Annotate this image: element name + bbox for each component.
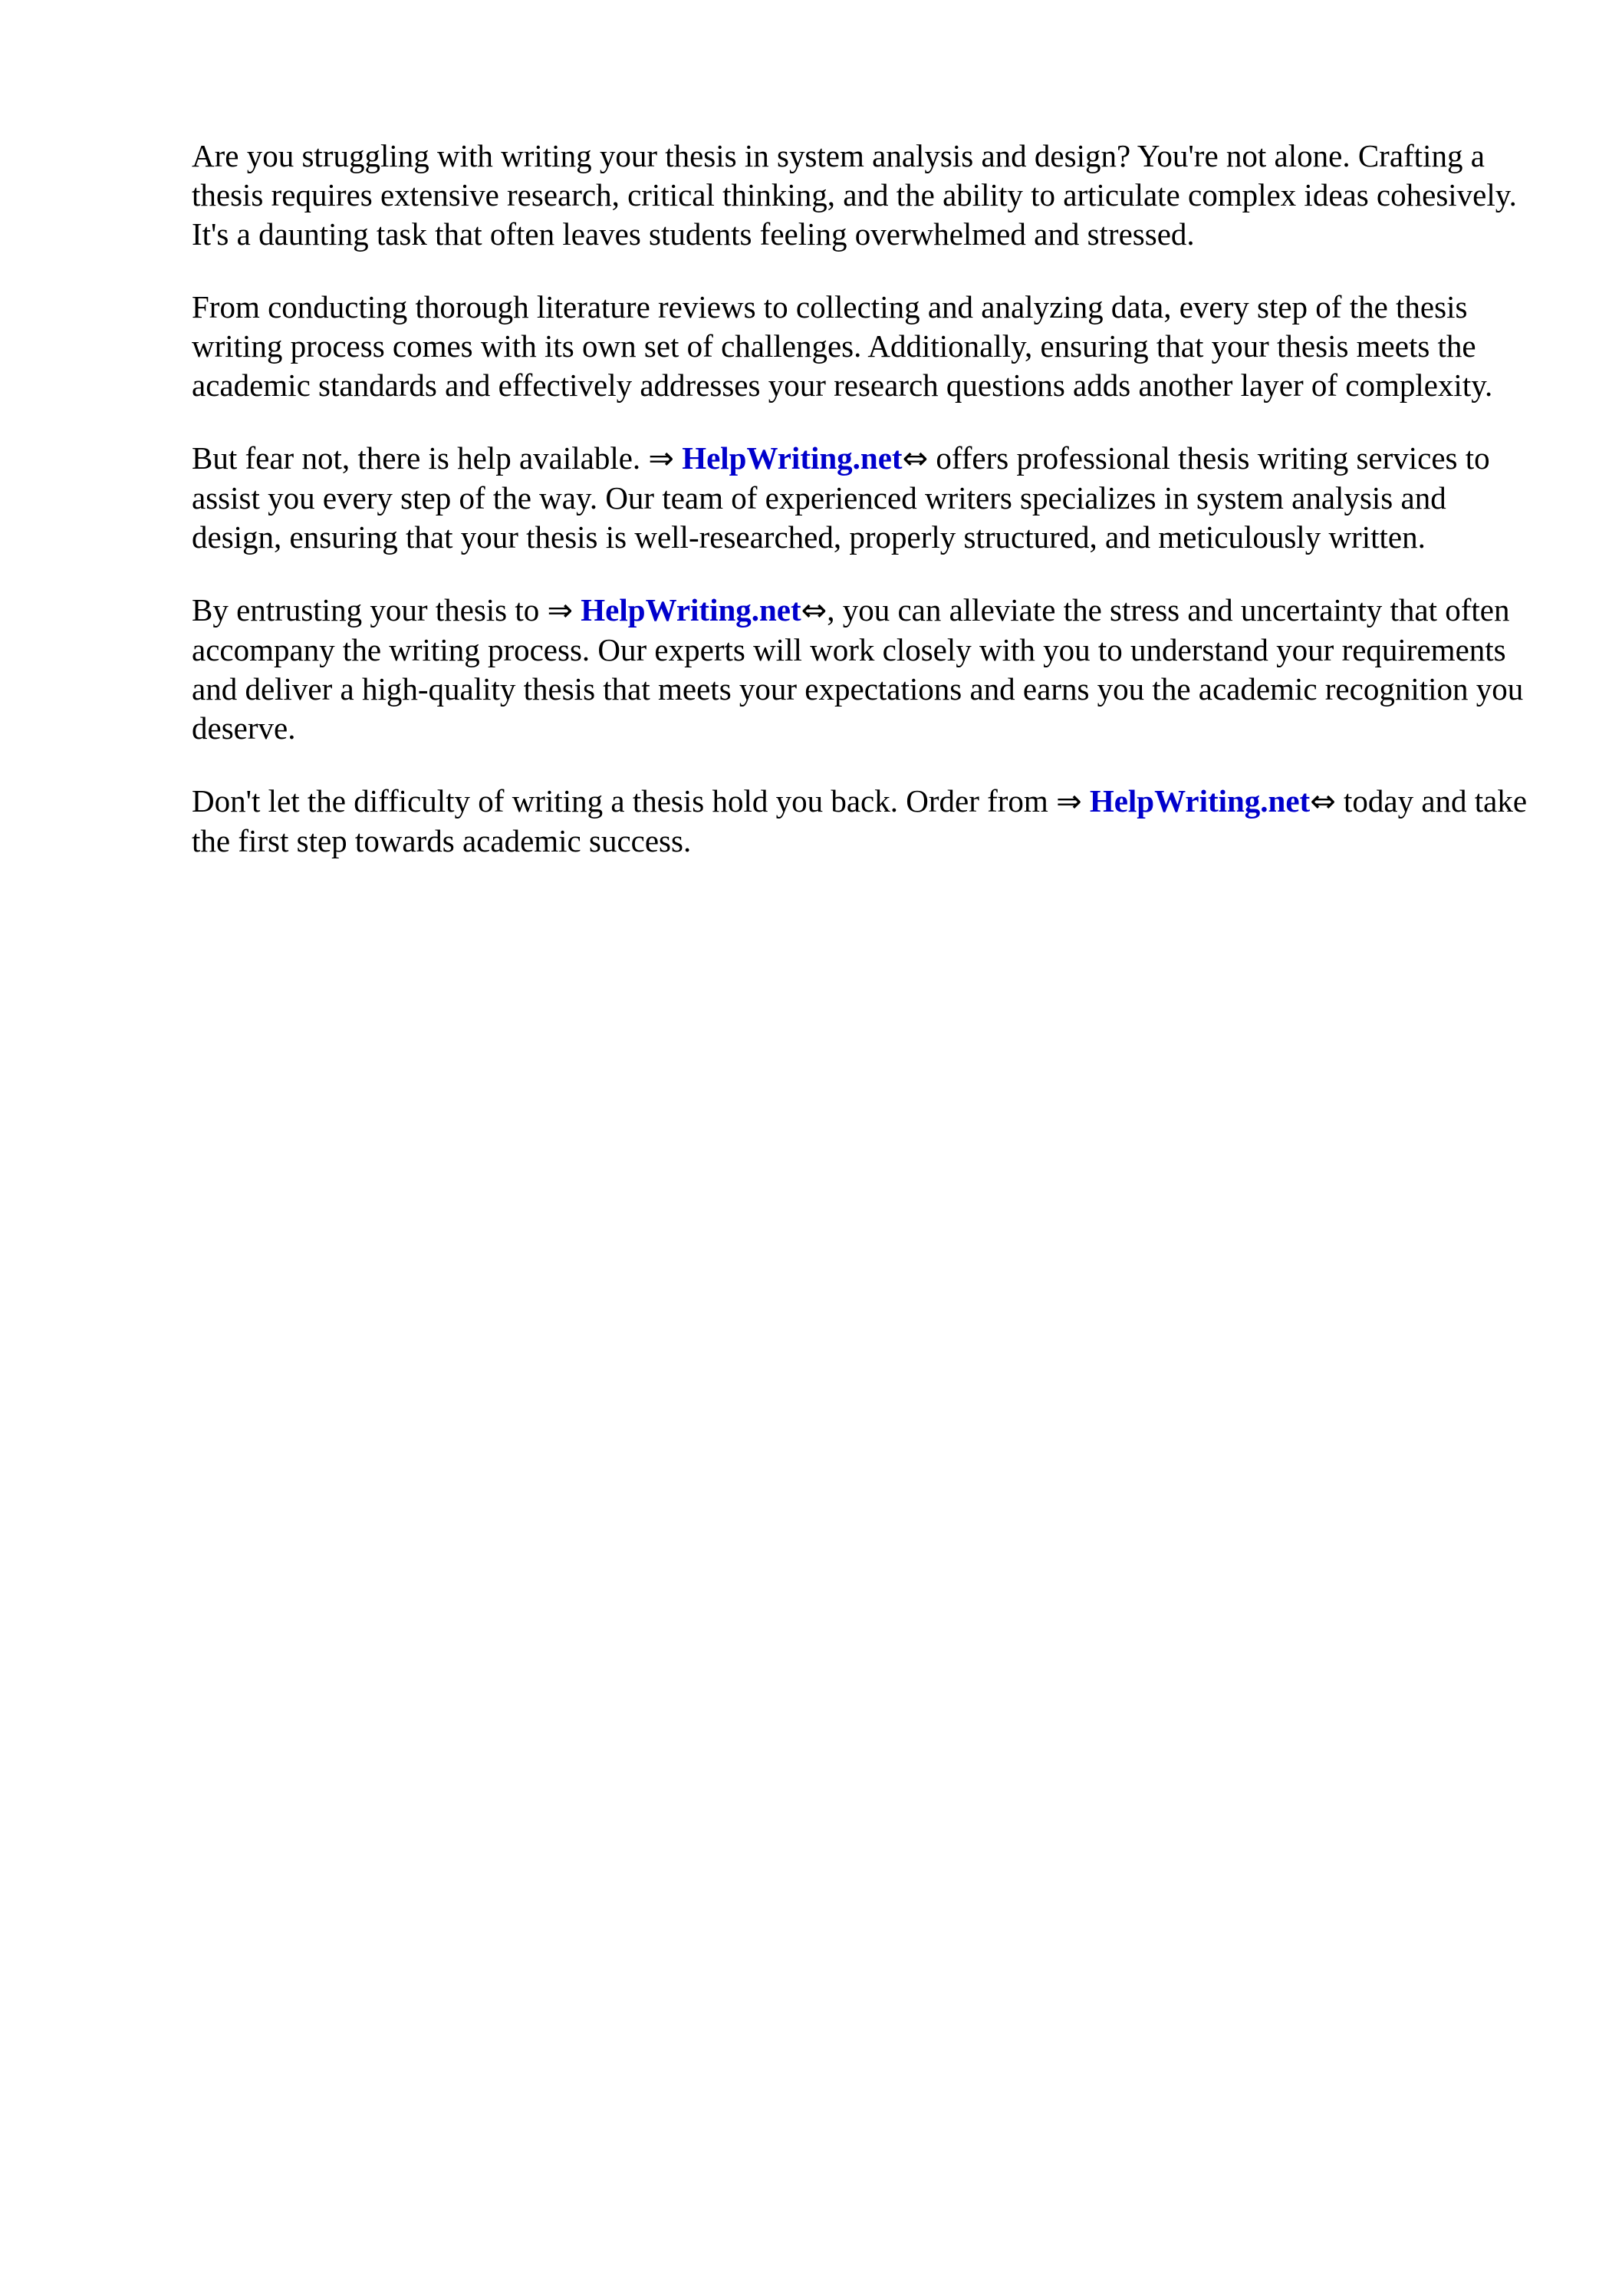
- paragraph-text-before: By entrusting your thesis to: [192, 592, 548, 628]
- right-double-arrow-icon: ⇒: [1056, 784, 1082, 819]
- paragraph-text-before: But fear not, there is help available.: [192, 440, 649, 476]
- paragraph-help-available: [192, 439, 1534, 557]
- right-double-arrow-icon: ⇒: [648, 441, 674, 476]
- paragraph-text-after: offers professional thesis writing services to assist you every step of the way. Our team of experienced writers specializes in system analysis and design, ensuring that your thesis is well-researched, properly structured, and meticulously written.: [192, 440, 1490, 555]
- paragraph-text-after: , you can alleviate the stress and uncertainty that often accompany the writing process. Our experts will work closely with you to understand your requirements and deliver a high-quality thesis that meets your expectations and earns you the academic recognition you deserve.: [192, 592, 1524, 746]
- paragraph-entrusting: [192, 591, 1534, 748]
- right-double-arrow-icon: ⇒: [547, 593, 574, 628]
- left-right-double-arrow-icon: ⇔: [902, 441, 929, 476]
- helpwriting-link[interactable]: HelpWriting.net: [581, 592, 801, 628]
- paragraph-text: Are you struggling with writing your thesis in system analysis and design? You're not alone. Crafting a thesis requires extensive research, critical thinking, and the ability to articulate complex ideas cohesively. It's a daunting task that often leaves students feeling overwhelmed and stressed.: [192, 138, 1517, 252]
- paragraph-text: From conducting thorough literature reviews to collecting and analyzing data, every step of the thesis writing process comes with its own set of challenges. Additionally, ensuring that your thesis meets the academic standards and effectively addresses your research questions adds another layer of complexity.: [192, 289, 1493, 403]
- paragraph-challenges: [192, 288, 1534, 405]
- paragraph-intro: [192, 137, 1534, 254]
- left-right-double-arrow-icon: ⇔: [801, 593, 827, 628]
- paragraph-call-to-action: [192, 782, 1534, 861]
- left-right-double-arrow-icon: ⇔: [1310, 784, 1336, 819]
- helpwriting-link[interactable]: HelpWriting.net: [1089, 783, 1311, 819]
- paragraph-text-after: today and take the first step towards academic success.: [192, 783, 1528, 858]
- document-body: [192, 137, 1534, 894]
- paragraph-text-before: Don't let the difficulty of writing a thesis hold you back. Order from: [192, 783, 1057, 819]
- helpwriting-link[interactable]: HelpWriting.net: [682, 440, 903, 476]
